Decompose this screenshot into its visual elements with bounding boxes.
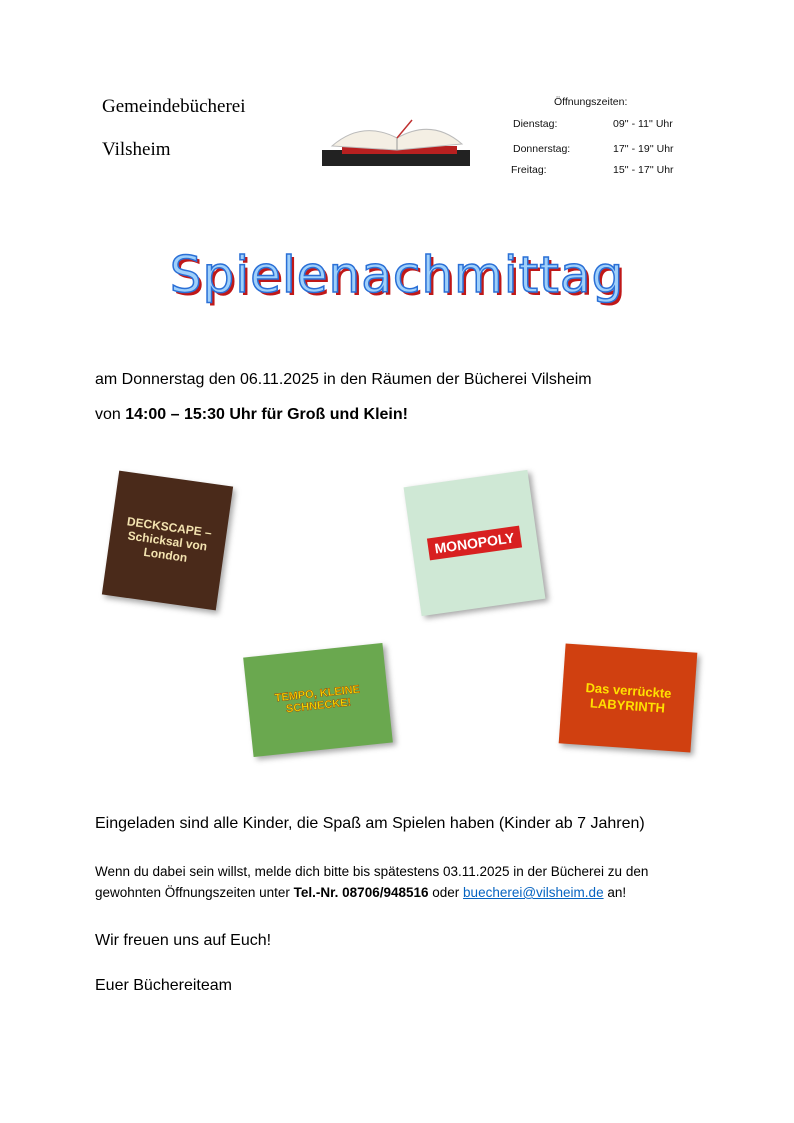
game-monopoly-image (404, 470, 546, 616)
game-tempo-image: TEMPO, KLEINE SCHNECKE! (243, 643, 393, 757)
game-deckscape-image: DECKSCAPE – Schicksal von London (102, 471, 233, 611)
event-time-prefix: von (95, 406, 126, 423)
closing-text: Wir freuen uns auf Euch! (95, 932, 272, 949)
hours-day: Dienstag: (513, 118, 558, 130)
page-title: Spielenachmittag (169, 246, 625, 304)
game-labyrinth-image: Das verrückte LABYRINTH (559, 644, 698, 753)
hours-title: Öffnungszeiten: (554, 96, 628, 108)
event-time-bold: 14:00 – 15:30 Uhr für Groß und Klein! (125, 406, 408, 423)
event-time (95, 406, 408, 424)
hours-day: Freitag: (511, 164, 547, 176)
registration-text-2: oder (428, 885, 464, 900)
book-image (322, 110, 472, 170)
registration-text (95, 861, 715, 903)
library-town: Vilsheim (102, 139, 171, 160)
phone-number: Tel.-Nr. 08706/948516 (293, 885, 429, 900)
registration-text-1: Wenn du dabei sein willst, melde dich bitte bis spätestens 03.11.2025 in der Bücherei zu den gewohnten Öffnungszeiten unter (95, 864, 649, 900)
email-link[interactable]: buecherei@vilsheim.de (463, 885, 604, 900)
game-monopoly-label: MONOPOLY (427, 526, 522, 561)
library-name: Gemeindebücherei (102, 96, 246, 117)
hours-time: 09'' - 11'' Uhr (613, 118, 673, 130)
hours-day: Donnerstag: (513, 143, 571, 155)
registration-text-3: an! (603, 885, 627, 900)
signature: Euer Büchereiteam (95, 977, 232, 994)
event-date: am Donnerstag den 06.11.2025 in den Räumen der Bücherei Vilsheim (95, 371, 592, 388)
hours-time: 15'' - 17'' Uhr (613, 164, 674, 176)
hours-time: 17'' - 19'' Uhr (613, 143, 674, 155)
invitation-text: Eingeladen sind alle Kinder, die Spaß am Spielen haben (Kinder ab 7 Jahren) (95, 815, 645, 832)
